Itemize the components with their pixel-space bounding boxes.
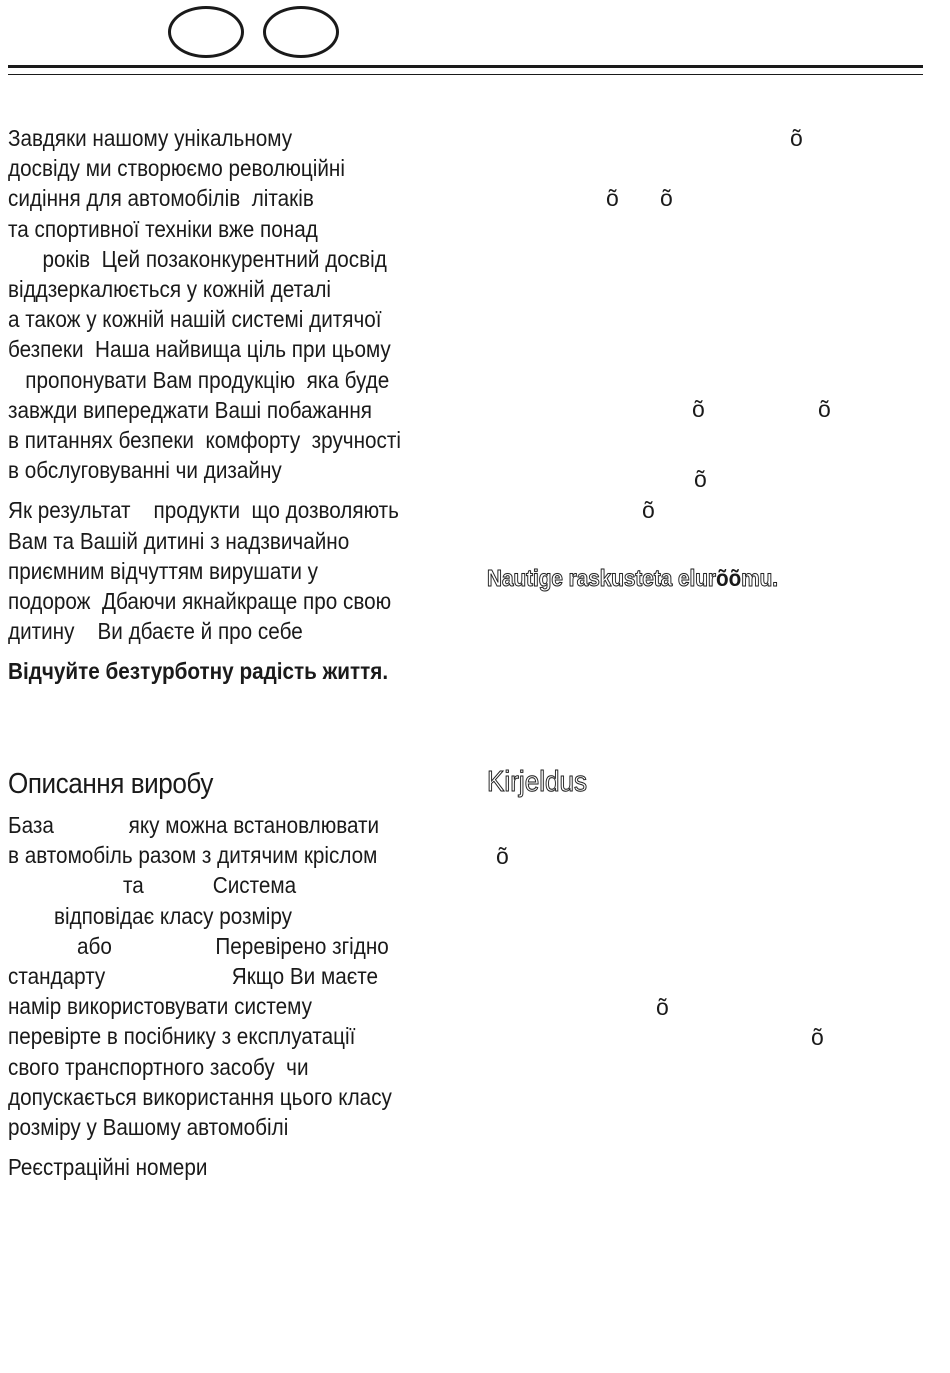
stray-glyph: õ xyxy=(790,125,803,151)
header-rule-thin xyxy=(8,74,923,75)
stray-glyph: õ xyxy=(496,843,509,869)
header-badge-right xyxy=(263,6,339,58)
tagline-et-prefix: Nautige raskusteta elur xyxy=(487,565,716,591)
intro-paragraph-2: Як результат продукти що дозволяють Вам та Вашій дитині з надзвичайно приємним відчуттям вирушати у подорож Дбаючи якнайкраще про свою дитину Ви дбаєте й про себе xyxy=(8,497,399,645)
tagline-uk: Відчуйте безтурботну радість життя. xyxy=(8,658,389,685)
stray-glyph: õ xyxy=(692,396,705,422)
section-heading-et: Kirjeldus xyxy=(487,766,588,798)
header-rule-thick xyxy=(8,65,923,68)
registration-numbers-label: Реєстраційні номери xyxy=(8,1154,208,1181)
tagline-et-suffix: mu. xyxy=(741,565,779,591)
stray-glyph: õ xyxy=(656,994,669,1020)
stray-glyph: õ xyxy=(606,185,619,211)
stray-glyph: õ xyxy=(694,466,707,492)
intro-paragraph-1: Завдяки нашому унікальному досвіду ми створюємо революційні сидіння для автомобілів літаків та спортивної техніки вже понад років Цей позаконкурентний досвід віддзеркалюється у кожній деталі а також у кожній нашій системі дитячої безпеки Наша найвища ціль при цьому пропонувати Вам продукцію яка буде завжди випереджати Ваші побажання в питаннях безпеки комфорту зручності в обслуговуванні чи дизайну xyxy=(8,125,401,484)
stray-glyph: õ xyxy=(660,185,673,211)
left-column-intro xyxy=(8,123,468,686)
header-badge-left xyxy=(168,6,244,58)
tagline-et-emphasis: õõ xyxy=(715,565,742,591)
stray-glyph: õ xyxy=(811,1024,824,1050)
stray-glyph: õ xyxy=(642,497,655,523)
stray-glyph: õ xyxy=(818,396,831,422)
left-column-description xyxy=(8,810,468,1182)
description-paragraph: База яку можна встановлювати в автомобіль разом з дитячим кріслом та Система відповідає класу розміру або Перевірено згідно стандарту Якщо Ви маєте намір використовувати систему перевірте в посібнику з експлуатації свого транспортного засобу чи допускається використання цього класу розміру у Вашому автомобілі xyxy=(8,812,392,1141)
section-heading-uk: Описання виробу xyxy=(8,768,213,800)
tagline-et xyxy=(487,565,778,592)
